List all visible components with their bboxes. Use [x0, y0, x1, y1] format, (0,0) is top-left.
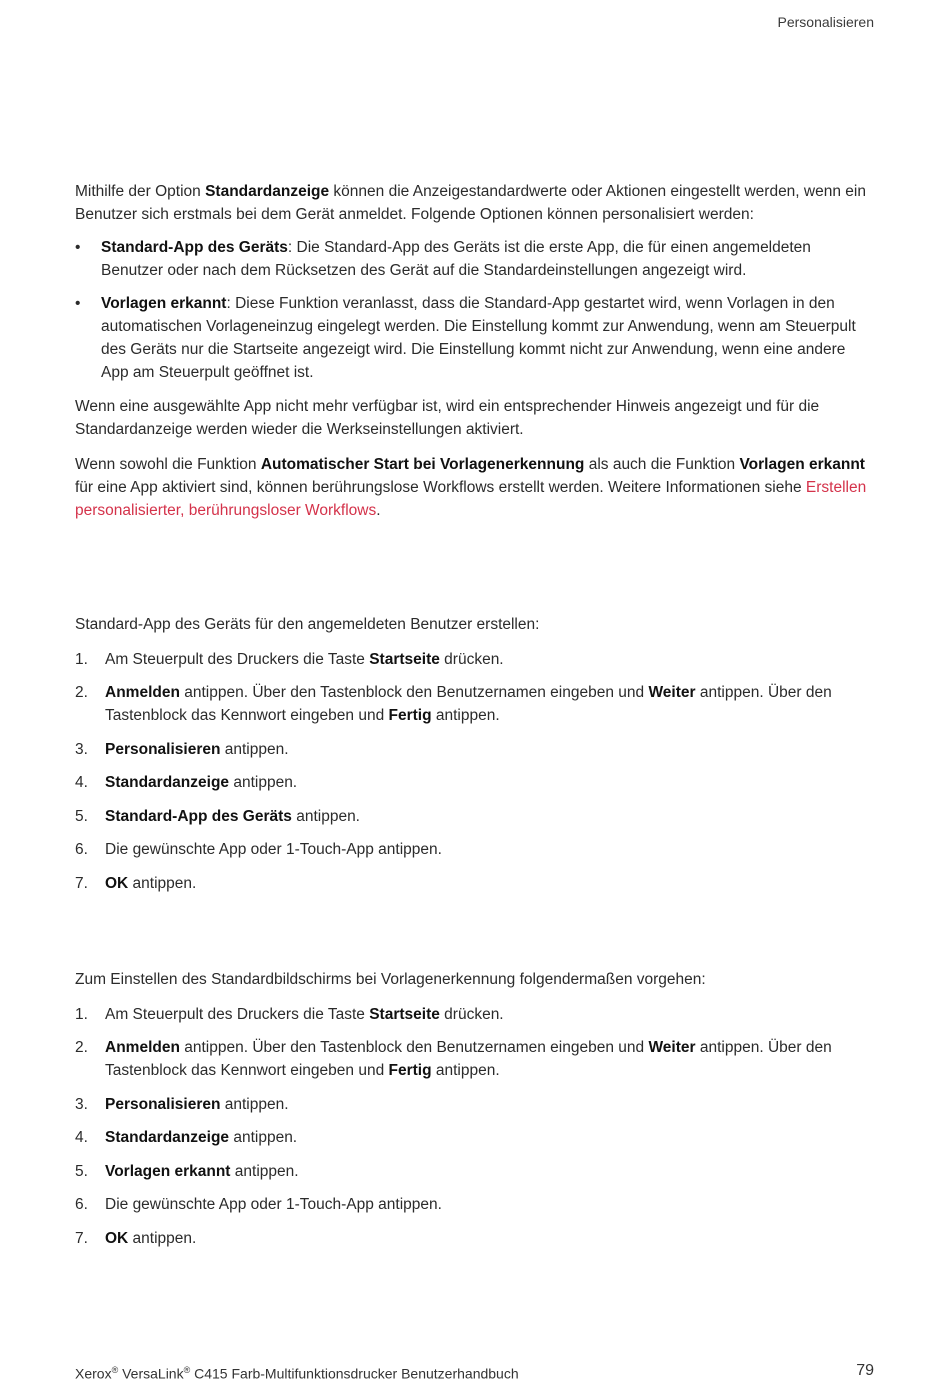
fallback-paragraph: Wenn eine ausgewählte App nicht mehr verfügbar ist, wird ein entsprechender Hinweis angezeigt und für die Standardanzeige werden wieder die Werkseinstellungen aktiviert.	[75, 398, 820, 438]
step-item: 7. OK antippen.	[75, 1229, 197, 1247]
step-item: 4. Standardanzeige antippen.	[75, 1129, 298, 1146]
workflow-link[interactable]: Erstellen personalisierter, berührungsloser Workflows	[75, 479, 867, 519]
section-lead: Zum Einstellen des Standardbildschirms bei Vorlagenerkennung folgendermaßen vorgehen:	[75, 970, 706, 988]
step-item: 6. Die gewünschte App oder 1-Touch-App antippen.	[75, 841, 442, 858]
section-default-app	[75, 597, 870, 905]
step-item: 6. Die gewünschte App oder 1-Touch-App antippen.	[75, 1196, 442, 1213]
intro-block	[75, 180, 870, 534]
step-item: 4. Standardanzeige antippen.	[75, 774, 298, 791]
step-item: 1. Am Steuerpult des Druckers die Taste Startseite drücken.	[75, 1005, 504, 1023]
step-item: 3. Personalisieren antippen.	[75, 1095, 289, 1113]
section-original-detected	[75, 952, 870, 1260]
step-item: 7. OK antippen.	[75, 874, 197, 892]
section-lead: Standard-App des Geräts für den angemeldeten Benutzer erstellen:	[75, 615, 540, 633]
steps-list	[75, 1003, 870, 1250]
step-item: 5. Standard-App des Geräts antippen.	[75, 807, 360, 825]
step-item: 2. Anmelden antippen. Über den Tastenblock den Benutzernamen eingeben und Weiter antippen. Über den Tastenblock das Kennwort eingeben und Fertig antippen.	[75, 1039, 832, 1079]
running-header: Personalisieren	[777, 14, 874, 30]
list-item: • Standard-App des Geräts: Die Standard-App des Geräts ist die erste App, die für einen angemeldeten Benutzer oder nach dem Rücksetzen des Gerät auf die Standardeinstellungen angezeigt wird.	[75, 236, 870, 282]
footer-title: Xerox® VersaLink® C415 Farb-Multifunktionsdrucker Benutzerhandbuch	[75, 1365, 519, 1382]
step-item: 3. Personalisieren antippen.	[75, 740, 289, 758]
bullet-icon: •	[75, 239, 81, 256]
options-list	[75, 236, 870, 384]
step-item: 2. Anmelden antippen. Über den Tastenblock den Benutzernamen eingeben und Weiter antippen. Über den Tastenblock das Kennwort eingeben und Fertig antippen.	[75, 684, 832, 724]
workflow-paragraph: Wenn sowohl die Funktion Automatischer Start bei Vorlagenerkennung als auch die Funktion Vorlagen erkannt für eine App aktiviert sind, können berührungslose Workflows erstellt werden. Weitere Informationen siehe Erstellen personalisierter, berührungsloser Workflows.	[75, 456, 867, 519]
steps-list	[75, 648, 870, 895]
list-item: • Vorlagen erkannt: Diese Funktion veranlasst, dass die Standard-App gestartet wird, wenn Vorlagen in den automatischen Vorlageneinzug eingelegt werden. Die Einstellung kommt zur Anwendung, wenn am Steuerpult des Geräts nur die Startseite angezeigt wird. Die Einstellung kommt nicht zur Anwendung, wenn eine andere App am Steuerpult geöffnet ist.	[75, 292, 870, 384]
intro-paragraph: Mithilfe der Option Standardanzeige können die Anzeigestandardwerte oder Aktionen eingestellt werden, wenn ein Benutzer sich erstmals bei dem Gerät anmeldet. Folgende Optionen können personalisiert werden:	[75, 183, 866, 223]
bullet-icon: •	[75, 295, 81, 312]
step-item: 1. Am Steuerpult des Druckers die Taste Startseite drücken.	[75, 650, 504, 668]
step-item: 5. Vorlagen erkannt antippen.	[75, 1162, 299, 1180]
page-number: 79	[856, 1362, 874, 1379]
